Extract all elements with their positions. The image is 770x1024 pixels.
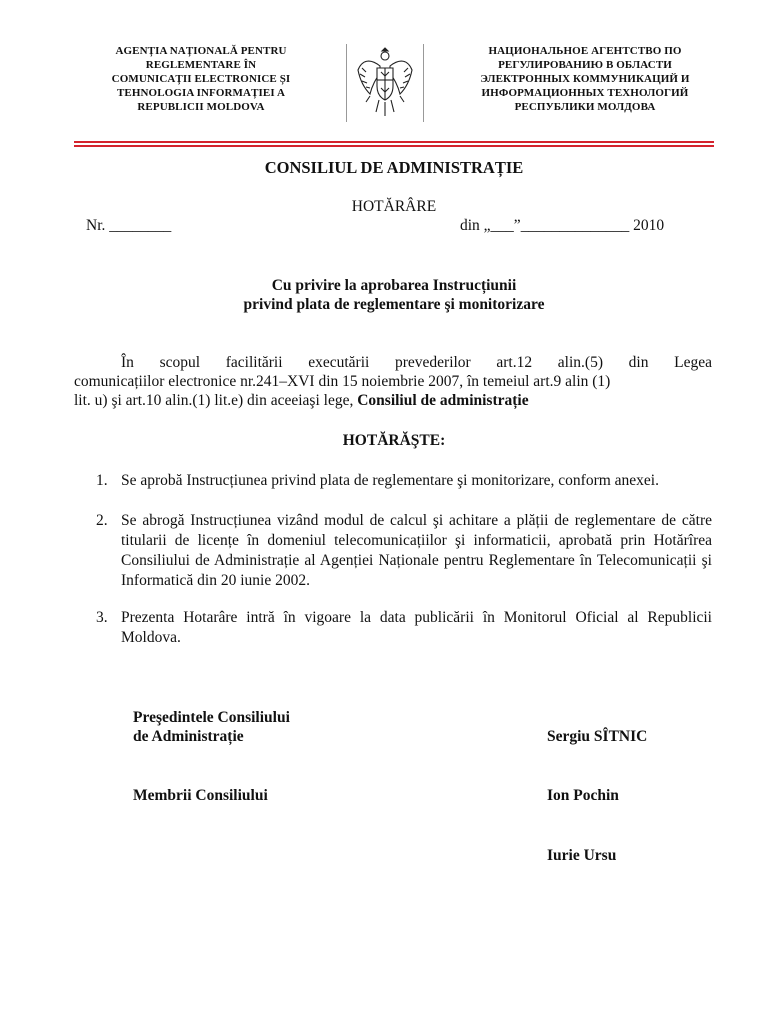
list-item <box>74 511 712 591</box>
header-line: REGLEMENTARE ÎN <box>145 59 257 71</box>
header-line: НАЦИОНАЛЬНОЕ АГЕНТСТВО ПО <box>488 45 682 57</box>
preamble <box>74 353 712 410</box>
item-text: Prezenta Hotarâre intră în vigoare la data publicării în Monitorul Oficial al Republicii Moldova. <box>121 609 712 646</box>
preamble-line: comunicațiilor electronice nr.241–XVI din 15 noiembrie 2007, în temeiul art.9 alin (1) <box>74 373 611 390</box>
preamble-line <box>74 391 712 410</box>
decision-subject <box>74 276 714 314</box>
item-number: 2. <box>96 512 108 529</box>
member-name: Iurie Ursu <box>547 847 617 864</box>
header-rule <box>74 141 714 143</box>
item-text: Se aprobă Instrucțiunea privind plata de reglementare şi monitorizare, conform anexei. <box>121 472 659 489</box>
council-title: CONSILIUL DE ADMINISTRAȚIE <box>264 158 524 177</box>
agency-name-russian <box>454 44 716 114</box>
president-title-line: Preşedintele Consiliului <box>133 709 290 726</box>
list-item <box>74 471 712 491</box>
president-title <box>133 708 290 746</box>
decides-heading: HOTĂRĂŞTE: <box>342 432 446 449</box>
header-line: РЕГУЛИРОВАНИЮ В ОБЛАСТИ <box>498 59 672 71</box>
header-line: REPUBLICII MOLDOVA <box>137 101 265 113</box>
preamble-text: lit. u) şi art.10 alin.(1) lit.e) din aceeiaşi lege, <box>74 392 358 409</box>
president-name: Sergiu SÎTNIC <box>547 728 648 745</box>
agency-name-romanian <box>88 44 314 114</box>
subject-line: Cu privire la aprobarea Instrucțiunii <box>271 277 517 294</box>
members-label: Membrii Consiliului <box>133 787 268 804</box>
member-name: Ion Pochin <box>547 787 619 804</box>
decision-date: din „___”______________ 2010 <box>460 217 665 234</box>
header-line: ЭЛЕКТРОННЫХ КОММУНИКАЦИЙ И <box>480 73 690 85</box>
header-line: TEHNOLOGIA INFORMAȚIEI A <box>116 87 286 99</box>
president-title-line: de Administrație <box>133 728 244 745</box>
header-line: ИНФОРМАЦИОННЫХ ТЕХНОЛОГИЙ <box>481 87 689 99</box>
document-type: HOTĂRÂRE <box>351 198 437 215</box>
header-line: COMUNICAȚII ELECTRONICE ȘI <box>111 73 291 85</box>
decision-number: Nr. ________ <box>86 217 172 234</box>
header-line: AGENȚIA NAȚIONALĂ PENTRU <box>115 45 287 57</box>
moldova-coat-of-arms-icon <box>346 44 424 122</box>
header-rule <box>74 145 714 147</box>
header-line: РЕСПУБЛИКИ МОЛДОВА <box>514 101 656 113</box>
item-number: 3. <box>96 609 108 626</box>
preamble-emphasis: Consiliul de administrație <box>357 392 529 409</box>
subject-line: privind plata de reglementare şi monitorizare <box>243 296 545 313</box>
item-text: Se abrogă Instrucțiunea vizând modul de calcul şi achitare a plății de reglementare de către titularii de licențe în domeniul telecomunicațiilor şi informaticii, aprobată prin Hotărîrea Consiliului de Administrație al Agenției Naționale pentru Reglementare în Telecomunicații şi Informatică din 20 iunie 2002. <box>121 512 712 589</box>
preamble-line: În scopul facilitării executării prevederilor art.12 alin.(5) din Legea <box>121 354 712 371</box>
list-item <box>74 608 712 648</box>
item-number: 1. <box>96 472 108 489</box>
